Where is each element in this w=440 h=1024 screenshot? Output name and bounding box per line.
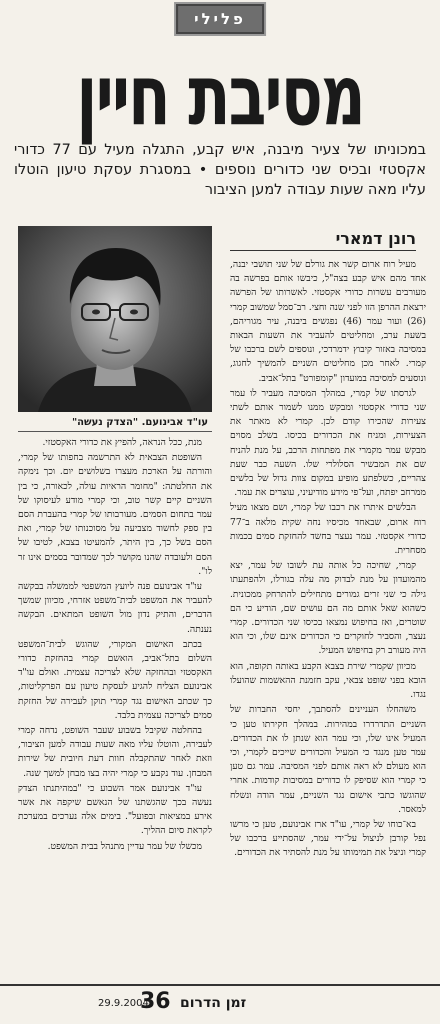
paragraph: בא־כוחו של קמרי, עו"ד ארז אבינועם, טען כי מרשו נפל קורבן לניצול על־ידי עמר, שהסתייע ברכבו של קמרי וניצל את תמימותו על מנת להסתיר את הכדורים. bbox=[230, 818, 426, 859]
paragraph: מעיל רוח ארום קשר את גורלם של שני תושבי יבנה, אחד מהם איש קבע בצה"ל, כיבשו אותם בפרשה בה מעורבים עשרות כדורי אקסטזי. לאשרותו של הפרשה ירצאת ההרפן הזו לפני שנה וחצי. רב־סמל שמשוב קמרי (26) ועור עמר (46) נפגשים ביבנה, עיר מגוריהם, בשעת ערב, ומחליטים להעביר את השעות הבאות במסיבה באזור קיבוץ ידמרדכי, ונוספים לשם ברכבו של קמרי. לאחר מכן מחליטים השניים להמשיך לחגוג, ונוסעים למסיבה במועדון "קומפורט" בתל־אביב. bbox=[230, 259, 426, 384]
article-column-right bbox=[230, 258, 426, 980]
paragraph: משהחלו העניינים להסתבך, יחסי החברות של השניים התדרדרו במהירות. במהלך חקירתו טען כי המעיל אינו שלו, וכי עמר הוא שנתן לו את הכדורים. עמר טען מנגד כי המעיל והכדורים שייכים לקמרי, וכי הוא מעולם לא ראה אותם לפני המסיבה. עמר גם טען כי קמרי הוא שסיפק לו כדורים במסיבות קודמות. אחרי שהוגשו כתבי אישום נגד השניים, עמר הודה ונשלח למאסר. bbox=[230, 704, 426, 815]
photo-caption: עו"ד אבינועם. "הצדק נעשה" bbox=[18, 414, 212, 432]
paragraph: מכיוון שקמרי שירת בצבא הקבע באותה תקופה, הוא הובא בפני שופט צבאי, עקב חזמנת ההאשמות שהועלו נגדו. bbox=[230, 660, 426, 701]
paragraph: השופטת הצבאית לא התרשמה בחפותו של קמרי, והורתה על הארכת מעצרו בשלושים יום. וכך נימקה את החלטתה: "מחומר הראיות עולה, לכאורה, כי בין השניים קיים קשר טוב, וכי קמרי מודע לעיסוקו של עמר בתחום הסמים. מעורבותו של קמרי בהעברת הסם בין ספק לחשוד מצביעה על מסוכנותו של קמרי, ואת הסם בשל כך, בין היתר, להמעיטו בצבא, לטיבו של הסם ולעובדה שהנו מקושר לכך שמדובר בסמים אינו זר לו". bbox=[18, 452, 212, 577]
paragraph: קמרי, שחיכה כל אותה עת לשובו של עמר, יצא מהמועדון על מנת לבדוק מה עלה בגורלו, ולהפתעתו גילה כי שני זרים גמורים מתחילים להתרחק ממכונית. כשהוא שאל אותם מה הם עושים שם, הודיע כי הם שוטרים, ואז בחיפוש נמצאו בכיסו שני הכדורים. קמרי נעצר, והסביר לחוקרים כי הכדורים אינם שלו, וכי הוא היה מעורב רק בחיפוש המעיל. bbox=[230, 560, 426, 657]
page-number: 36 bbox=[140, 989, 171, 1014]
paragraph: הבלשים איתרו את רכבו של קמרי, ושם מצאו מעיל רוח ארום, שבאחד מכיסיו נחה שקית מלאה ב־77 כדורי אקסטזי. עמר נעצר בחשד להחזקת סמים בכמות מסחרית. bbox=[230, 502, 426, 557]
portrait-image bbox=[18, 226, 212, 412]
paragraph: בכתב האישום המקורי, שהוגש לבית־המשפט השלום בתל־אביב, הואשם קמרי בהחזקת כדורי האקסטזי ובהחזקה שלא לצריכה עצמית. ואולם עו"ד אבינועם הצליח להגיע לעסקת טיעון עם הפרקליטות, כך שכתב האישום נגד קמרי תוקן לעבירה של החזקת סמים לצריכה עצמית בלבד. bbox=[18, 638, 212, 721]
paragraph: עו"ד אבינועם אמר השבוע כי "במהיתנתו הצדק נעשה בכך שהגשתנו של הנאשם שיקפה את אשר אירע במציאות ובפועל". בימים אלה נערכים במערכת לקראת סיום ההליך. bbox=[18, 782, 212, 837]
paragraph: בהחלטה שקיבל בשבוע שעבר השופט, נדחה קמרי לעבירה, והוטלו עליו מאה שעות עבודה למען הציבור, וזאת לאחר שהתקבלה חוות דעת חיובית של שירות המבחן. עוד נקבע כי קמרי יהיה בצו מבחן למשך שנה. bbox=[18, 725, 212, 779]
paragraph: עו"ד אבינועם פנה ליועץ המשפטי לממשלה בבקשה להעביר את המשפט לבית־משפט אזרחי, מכיוון שמשך הדברים, והתיק נדון מול השופט המתאים. הבקשה נענתה. bbox=[18, 581, 212, 635]
author-byline: רונן דמארי bbox=[230, 229, 416, 251]
lawyer-photo bbox=[18, 226, 212, 412]
article-column-left bbox=[18, 436, 212, 984]
paragraph: מכשלו של עמר עדיין מתנהל בבית המשפט. bbox=[47, 840, 202, 852]
publication-date: 29.9.2004 bbox=[98, 998, 149, 1009]
section-rubric: פלילי bbox=[176, 4, 264, 34]
paragraph: מנת, ככל הנראה, להפיץ את כדורי האקסטזי. bbox=[42, 437, 202, 448]
subheadline: במכוניתו של צעיר מיבנה, איש קבע, התגלה מעיל עם 77 כדורי אקסטזי ובכיס שני כדורים נוספים • במסגרת עסקת טיעון הוטלו עליו מאה שעות עבודה למען הציבור bbox=[14, 142, 426, 198]
headline: מסיבת חיין bbox=[76, 46, 364, 145]
page-footer bbox=[0, 984, 440, 1018]
newspaper-name: זמן הדרום bbox=[180, 995, 247, 1011]
paragraph: לגרסתו של קמרי, במהלך המסיבה מעביר לו עמר שני כדורי אקסטזי ומבקש ממנו לשמור אותם לשתי צעירות שהכירו קודם לכן. קמרי לא מאתר את הצעירות, ומניח את הכדורים בכיסו. בשלב מסוים מבקש עמר מקמרי את מפתחות הרכב, על מנת להניח שם את המבשיר הסלולרי שלו. השעה כבר שעת צהריים, כשלפתע מופיע במקום צוות גדול של בלשים ממרחב יפתח, ועל־פי מידע מודיעיני, עוצרים את עמר. bbox=[230, 387, 426, 499]
